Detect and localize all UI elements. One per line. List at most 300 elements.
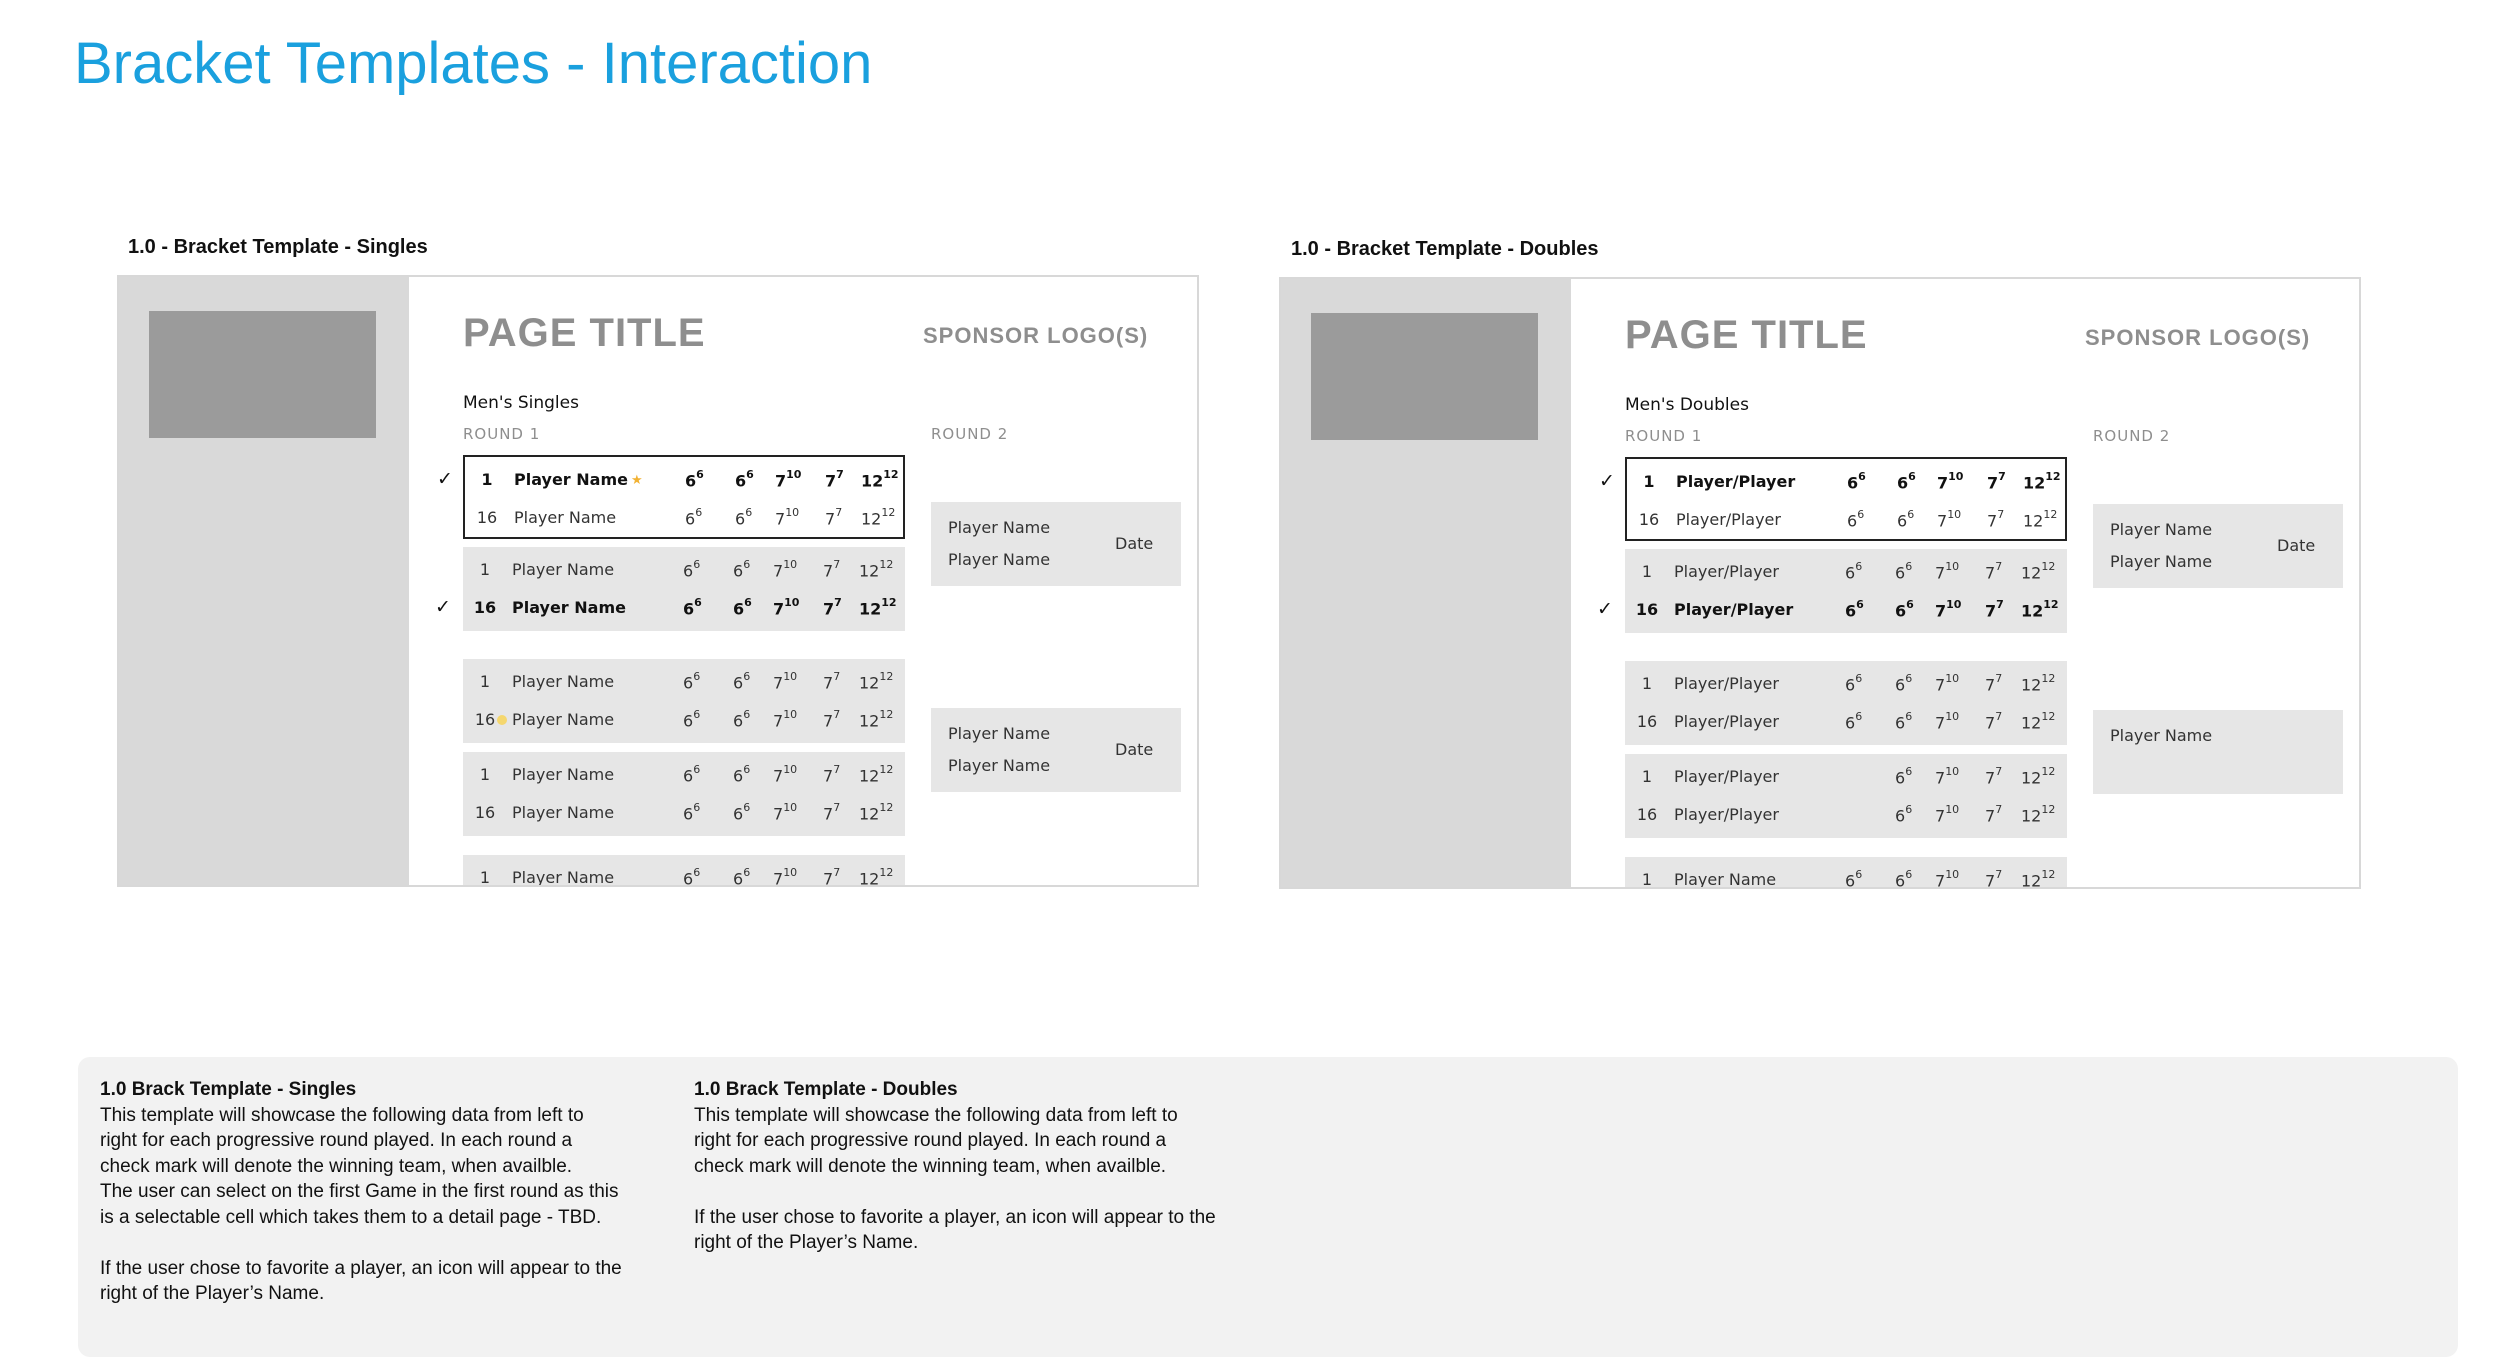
selected-match-cell[interactable] bbox=[437, 455, 905, 539]
set-score bbox=[1895, 870, 1912, 889]
seed-number: 1 bbox=[1641, 767, 1653, 786]
tiebreak-score: 10 bbox=[1945, 765, 1960, 778]
tiebreak-score: 6 bbox=[1905, 710, 1913, 723]
tiebreak-score: 6 bbox=[743, 866, 751, 879]
set-score bbox=[859, 765, 893, 785]
games-won: 6 bbox=[1845, 871, 1856, 889]
seed-number: 16 bbox=[1635, 600, 1659, 619]
games-won: 6 bbox=[1845, 601, 1857, 621]
player-name bbox=[512, 765, 614, 784]
note-line bbox=[694, 1179, 1254, 1205]
games-won: 12 bbox=[2021, 768, 2042, 788]
player-name-text: Player Name bbox=[512, 560, 615, 579]
set-score bbox=[1935, 767, 1959, 787]
tiebreak-score: 6 bbox=[1907, 508, 1915, 521]
player-name-text: Player/Player bbox=[1676, 510, 1781, 529]
seed-number: 16 bbox=[476, 508, 498, 527]
player-name-text: Player Name bbox=[512, 598, 626, 617]
match-cell[interactable] bbox=[1625, 857, 2067, 889]
player-name-text: Player Name bbox=[512, 765, 615, 784]
match-cell[interactable] bbox=[1625, 661, 2067, 745]
set-score bbox=[683, 803, 700, 823]
tiebreak-score: 7 bbox=[1997, 508, 2005, 521]
tiebreak-score: 6 bbox=[1905, 765, 1913, 778]
check-icon: ✓ bbox=[435, 596, 451, 618]
player-row bbox=[463, 663, 905, 701]
player-name bbox=[1674, 712, 1779, 731]
games-won: 7 bbox=[823, 869, 834, 887]
match-cell[interactable] bbox=[435, 547, 905, 631]
games-won: 6 bbox=[733, 804, 744, 824]
tiebreak-score: 12 bbox=[879, 801, 894, 814]
player-name-text: Player/Player bbox=[1674, 674, 1779, 693]
seed-number: 1 bbox=[1641, 562, 1653, 581]
player-row bbox=[1625, 796, 2067, 834]
round-2-match-cell[interactable] bbox=[2093, 710, 2343, 794]
player-name-text: Player/Player bbox=[1674, 712, 1779, 731]
tiebreak-score: 7 bbox=[833, 801, 841, 814]
player-row bbox=[465, 499, 903, 537]
set-score bbox=[825, 470, 844, 490]
check-icon: ✓ bbox=[1599, 470, 1615, 492]
set-score bbox=[861, 508, 895, 528]
set-score bbox=[733, 710, 750, 730]
player-name-text: Player Name bbox=[514, 470, 628, 489]
tiebreak-score: 7 bbox=[1998, 470, 2006, 483]
player-row bbox=[1597, 591, 2067, 629]
set-score bbox=[859, 560, 893, 580]
player-name bbox=[512, 803, 614, 822]
tiebreak-score: 7 bbox=[836, 468, 844, 481]
seed-number: 1 bbox=[1643, 472, 1655, 491]
set-score bbox=[1935, 870, 1959, 889]
tiebreak-score: 6 bbox=[1905, 560, 1913, 573]
games-won: 12 bbox=[2021, 713, 2042, 733]
tiebreak-score: 7 bbox=[833, 558, 841, 571]
tiebreak-score: 7 bbox=[1995, 710, 2003, 723]
set-score bbox=[1987, 510, 2004, 530]
player-row bbox=[1625, 665, 2067, 703]
seed-number: 1 bbox=[479, 672, 491, 691]
note-line: is a selectable cell which takes them to a detail page - TBD. bbox=[100, 1206, 602, 1228]
note-line: check mark will denote the winning team, when availble. bbox=[100, 1155, 573, 1177]
games-won: 7 bbox=[823, 599, 835, 619]
games-won: 6 bbox=[733, 766, 744, 786]
set-score bbox=[1985, 600, 2004, 620]
tiebreak-score: 12 bbox=[2041, 803, 2056, 816]
set-score bbox=[1847, 510, 1864, 530]
round-1-label: ROUND 1 bbox=[463, 425, 541, 443]
tiebreak-score: 6 bbox=[743, 801, 751, 814]
player-name bbox=[512, 598, 626, 617]
tiebreak-score: 10 bbox=[785, 506, 800, 519]
tiebreak-score: 12 bbox=[2041, 765, 2056, 778]
tiebreak-score: 10 bbox=[783, 670, 798, 683]
set-score bbox=[1985, 870, 2002, 889]
games-won: 7 bbox=[775, 471, 787, 491]
games-won: 7 bbox=[1985, 713, 1996, 733]
games-won: 7 bbox=[775, 509, 786, 529]
games-won: 6 bbox=[1847, 511, 1858, 531]
set-score bbox=[1935, 674, 1959, 694]
games-won: 12 bbox=[2021, 675, 2042, 695]
set-score bbox=[2023, 510, 2057, 530]
tiebreak-score: 6 bbox=[743, 670, 751, 683]
tiebreak-score: 6 bbox=[1857, 508, 1865, 521]
set-score bbox=[1895, 712, 1912, 732]
match-date: Date bbox=[2277, 536, 2316, 555]
games-won: 6 bbox=[1895, 713, 1906, 733]
player-row bbox=[463, 859, 905, 887]
set-score bbox=[2021, 712, 2055, 732]
sponsor-logos: SPONSOR LOGO(S) bbox=[2085, 325, 2311, 350]
tiebreak-score: 6 bbox=[743, 708, 751, 721]
games-won: 12 bbox=[859, 673, 880, 693]
set-score bbox=[823, 672, 840, 692]
set-score bbox=[859, 868, 893, 887]
games-won: 7 bbox=[773, 599, 785, 619]
seed-number: 16 bbox=[1636, 805, 1658, 824]
games-won: 6 bbox=[683, 804, 694, 824]
tiebreak-score: 6 bbox=[1905, 868, 1913, 881]
player-name-text: Player Name bbox=[512, 868, 615, 887]
player-name bbox=[1674, 805, 1779, 824]
tiebreak-score: 6 bbox=[693, 708, 701, 721]
set-score bbox=[859, 598, 897, 618]
games-won: 6 bbox=[733, 711, 744, 731]
singles-note bbox=[100, 1077, 660, 1307]
tiebreak-score: 7 bbox=[1996, 598, 2004, 611]
games-won: 7 bbox=[823, 561, 834, 581]
set-score bbox=[683, 598, 702, 618]
player-name bbox=[514, 470, 643, 489]
match-cell[interactable] bbox=[1597, 549, 2067, 633]
tiebreak-score: 10 bbox=[1945, 803, 1960, 816]
games-won: 7 bbox=[1985, 806, 1996, 826]
seed-number: 16 bbox=[473, 598, 497, 617]
tiebreak-score: 6 bbox=[745, 506, 753, 519]
set-score bbox=[1935, 600, 1961, 620]
set-score bbox=[2021, 562, 2055, 582]
player-row bbox=[463, 794, 905, 832]
player-row bbox=[1627, 501, 2065, 539]
tiebreak-score: 7 bbox=[833, 866, 841, 879]
tiebreak-score: 12 bbox=[879, 763, 894, 776]
games-won: 7 bbox=[773, 804, 784, 824]
player-name: Player Name bbox=[948, 550, 1051, 569]
games-won: 6 bbox=[735, 509, 746, 529]
doubles-section-label: 1.0 - Bracket Template - Doubles bbox=[1291, 238, 1599, 260]
player-row bbox=[1625, 553, 2067, 591]
tiebreak-score: 6 bbox=[693, 670, 701, 683]
note-line: right of the Player’s Name. bbox=[100, 1283, 325, 1304]
player-name bbox=[1676, 510, 1781, 529]
tiebreak-score: 6 bbox=[693, 801, 701, 814]
tiebreak-score: 12 bbox=[2041, 560, 2056, 573]
set-score bbox=[735, 508, 752, 528]
games-won: 7 bbox=[773, 711, 784, 731]
set-score bbox=[859, 672, 893, 692]
set-score bbox=[823, 560, 840, 580]
set-score bbox=[733, 598, 752, 618]
set-score bbox=[823, 803, 840, 823]
set-score bbox=[1845, 674, 1862, 694]
set-score bbox=[823, 710, 840, 730]
player-name-text: Player/Player bbox=[1674, 562, 1779, 581]
round-2-match-cell[interactable] bbox=[931, 708, 1181, 792]
tiebreak-score: 7 bbox=[833, 763, 841, 776]
tiebreak-score: 10 bbox=[783, 866, 798, 879]
games-won: 6 bbox=[733, 869, 744, 887]
set-score bbox=[773, 598, 799, 618]
set-score bbox=[823, 598, 842, 618]
games-won: 12 bbox=[861, 471, 884, 491]
player-name-text: Player Name bbox=[512, 672, 615, 691]
tiebreak-score: 7 bbox=[834, 596, 842, 609]
player-name: Player Name bbox=[2110, 552, 2213, 571]
tiebreak-score: 6 bbox=[1905, 803, 1913, 816]
bracket-content bbox=[1571, 279, 2359, 887]
check-icon: ✓ bbox=[437, 468, 453, 490]
logo-placeholder bbox=[1311, 313, 1538, 440]
round-2-label: ROUND 2 bbox=[2093, 427, 2171, 445]
player-row bbox=[435, 589, 905, 627]
games-won: 12 bbox=[2023, 473, 2046, 493]
match-cell[interactable] bbox=[1625, 754, 2067, 838]
sponsor-logos: SPONSOR LOGO(S) bbox=[923, 323, 1149, 348]
games-won: 6 bbox=[683, 673, 694, 693]
games-won: 7 bbox=[823, 766, 834, 786]
seed-number: 16 bbox=[1638, 510, 1660, 529]
set-score bbox=[1845, 712, 1862, 732]
set-score bbox=[1895, 805, 1912, 825]
tiebreak-score: 6 bbox=[1855, 672, 1863, 685]
tiebreak-score: 7 bbox=[1995, 765, 2003, 778]
seed-number: 16 bbox=[474, 803, 496, 822]
games-won: 6 bbox=[1845, 713, 1856, 733]
games-won: 7 bbox=[1937, 473, 1949, 493]
tiebreak-score: 10 bbox=[783, 708, 798, 721]
player-row bbox=[1625, 703, 2067, 741]
set-score bbox=[735, 470, 754, 490]
match-cell[interactable] bbox=[463, 659, 905, 743]
tiebreak-score: 10 bbox=[786, 468, 802, 481]
seed-number: 1 bbox=[1641, 870, 1653, 889]
match-date: Date bbox=[1115, 534, 1154, 553]
set-score bbox=[1985, 674, 2002, 694]
note-line: right of the Player’s Name. bbox=[694, 1232, 919, 1253]
set-score bbox=[685, 508, 702, 528]
set-score bbox=[1935, 562, 1959, 582]
note-line: right for each progressive round played. In each round a bbox=[694, 1130, 1167, 1151]
tiebreak-score: 6 bbox=[693, 866, 701, 879]
player-name-text: Player Name bbox=[1674, 870, 1777, 889]
player-name bbox=[512, 672, 614, 691]
player-name: Player Name bbox=[2110, 726, 2213, 745]
tiebreak-score: 10 bbox=[1946, 598, 1962, 611]
set-score bbox=[1897, 472, 1916, 492]
tiebreak-score: 10 bbox=[1948, 470, 1964, 483]
tiebreak-score: 12 bbox=[881, 506, 896, 519]
set-score bbox=[2021, 767, 2055, 787]
set-score bbox=[733, 868, 750, 887]
set-score bbox=[773, 560, 797, 580]
note-line: This template will showcase the following data from left to bbox=[694, 1104, 1178, 1126]
tiebreak-score: 6 bbox=[1856, 598, 1864, 611]
sidebar-panel bbox=[1281, 279, 1571, 887]
games-won: 7 bbox=[825, 509, 836, 529]
games-won: 7 bbox=[1985, 601, 1997, 621]
notes-panel bbox=[78, 1057, 2458, 1357]
set-score bbox=[733, 803, 750, 823]
games-won: 6 bbox=[683, 599, 695, 619]
set-score bbox=[2021, 805, 2055, 825]
bracket-page-title: PAGE TITLE bbox=[463, 311, 706, 355]
games-won: 7 bbox=[1985, 871, 1996, 889]
games-won: 7 bbox=[1937, 511, 1948, 531]
note-line: right for each progressive round played. In each round a bbox=[100, 1130, 573, 1151]
set-score bbox=[1845, 870, 1862, 889]
logo-placeholder bbox=[149, 311, 376, 438]
games-won: 7 bbox=[1985, 768, 1996, 788]
tiebreak-score: 6 bbox=[743, 558, 751, 571]
games-won: 7 bbox=[1935, 675, 1946, 695]
tiebreak-score: 7 bbox=[1995, 803, 2003, 816]
player-row bbox=[1625, 758, 2067, 796]
tiebreak-score: 12 bbox=[2041, 710, 2056, 723]
tiebreak-score: 12 bbox=[2043, 508, 2058, 521]
note-heading: 1.0 Brack Template - Doubles bbox=[694, 1079, 958, 1100]
set-score bbox=[1987, 472, 2006, 492]
games-won: 7 bbox=[1987, 511, 1998, 531]
set-score bbox=[1935, 712, 1959, 732]
seed-number: 1 bbox=[1641, 674, 1653, 693]
games-won: 7 bbox=[1935, 806, 1946, 826]
player-row bbox=[463, 756, 905, 794]
games-won: 6 bbox=[1895, 675, 1906, 695]
tiebreak-score: 12 bbox=[2041, 672, 2056, 685]
tiebreak-score: 10 bbox=[1945, 868, 1960, 881]
set-score bbox=[773, 672, 797, 692]
set-score bbox=[859, 710, 893, 730]
set-score bbox=[859, 803, 893, 823]
note-line: The user can select on the first Game in the first round as this bbox=[100, 1181, 619, 1202]
selected-match-cell[interactable] bbox=[1599, 457, 2067, 541]
set-score bbox=[773, 803, 797, 823]
set-score bbox=[683, 672, 700, 692]
bracket-page-title: PAGE TITLE bbox=[1625, 313, 1868, 357]
set-score bbox=[733, 765, 750, 785]
player-name-text: Player Name bbox=[512, 803, 615, 822]
player-name-text: Player Name bbox=[512, 710, 615, 729]
games-won: 6 bbox=[1845, 675, 1856, 695]
player-name bbox=[1674, 600, 1793, 619]
games-won: 12 bbox=[859, 766, 880, 786]
tiebreak-score: 7 bbox=[1995, 868, 2003, 881]
tiebreak-score: 12 bbox=[883, 468, 899, 481]
player-name: Player Name bbox=[2110, 520, 2213, 539]
games-won: 7 bbox=[1935, 601, 1947, 621]
games-won: 6 bbox=[1845, 563, 1856, 583]
seed-number: 1 bbox=[479, 560, 491, 579]
note-line: If the user chose to favorite a player, an icon will appear to the bbox=[100, 1257, 622, 1279]
games-won: 12 bbox=[859, 804, 880, 824]
games-won: 12 bbox=[2023, 511, 2044, 531]
set-score bbox=[773, 710, 797, 730]
tiebreak-score: 12 bbox=[879, 866, 894, 879]
set-score bbox=[2021, 674, 2055, 694]
seed-number: 16 bbox=[474, 710, 496, 729]
tiebreak-score: 10 bbox=[783, 763, 798, 776]
round-2-match-cell[interactable] bbox=[2093, 504, 2343, 588]
tiebreak-score: 10 bbox=[1945, 560, 1960, 573]
player-name: Player Name bbox=[948, 756, 1051, 775]
tiebreak-score: 12 bbox=[881, 596, 897, 609]
set-score bbox=[2021, 870, 2055, 889]
set-score bbox=[823, 868, 840, 887]
player-name: Player Name bbox=[948, 518, 1051, 537]
set-score bbox=[1897, 510, 1914, 530]
doubles-note bbox=[694, 1077, 1254, 1256]
games-won: 6 bbox=[1895, 806, 1906, 826]
tiebreak-score: 10 bbox=[783, 801, 798, 814]
games-won: 12 bbox=[2021, 871, 2042, 889]
games-won: 7 bbox=[823, 673, 834, 693]
tiebreak-score: 6 bbox=[744, 596, 752, 609]
player-name bbox=[1674, 674, 1779, 693]
set-score bbox=[1895, 562, 1912, 582]
match-cell[interactable] bbox=[463, 752, 905, 836]
tiebreak-score: 10 bbox=[1945, 710, 1960, 723]
page-title: Bracket Templates - Interaction bbox=[74, 31, 873, 96]
player-name bbox=[1676, 472, 1795, 491]
games-won: 6 bbox=[683, 766, 694, 786]
set-score bbox=[2021, 600, 2059, 620]
player-name bbox=[1674, 767, 1779, 786]
seed-number: 1 bbox=[481, 470, 493, 489]
match-cell[interactable] bbox=[463, 855, 905, 887]
tiebreak-score: 7 bbox=[1995, 672, 2003, 685]
set-score bbox=[775, 508, 799, 528]
tiebreak-score: 6 bbox=[1855, 560, 1863, 573]
event-name: Men's Doubles bbox=[1625, 395, 1749, 415]
tiebreak-score: 6 bbox=[1858, 470, 1866, 483]
games-won: 12 bbox=[859, 599, 882, 619]
games-won: 6 bbox=[683, 561, 694, 581]
seed-number: 16 bbox=[1636, 712, 1658, 731]
match-date: Date bbox=[1115, 740, 1154, 759]
tiebreak-score: 12 bbox=[2043, 598, 2059, 611]
tiebreak-score: 10 bbox=[1945, 672, 1960, 685]
set-score bbox=[685, 470, 704, 490]
tiebreak-score: 12 bbox=[879, 558, 894, 571]
tiebreak-score: 6 bbox=[1906, 598, 1914, 611]
games-won: 7 bbox=[773, 561, 784, 581]
set-score bbox=[683, 710, 700, 730]
player-row bbox=[463, 701, 905, 739]
favorite-dot-icon bbox=[497, 715, 507, 725]
games-won: 12 bbox=[2021, 601, 2044, 621]
games-won: 6 bbox=[1897, 511, 1908, 531]
set-score bbox=[1935, 805, 1959, 825]
player-name-text: Player Name bbox=[514, 508, 617, 527]
tiebreak-score: 6 bbox=[695, 506, 703, 519]
round-2-match-cell[interactable] bbox=[931, 502, 1181, 586]
games-won: 6 bbox=[1895, 871, 1906, 889]
set-score bbox=[1895, 600, 1914, 620]
sidebar-panel bbox=[119, 277, 409, 885]
player-name bbox=[512, 868, 614, 887]
